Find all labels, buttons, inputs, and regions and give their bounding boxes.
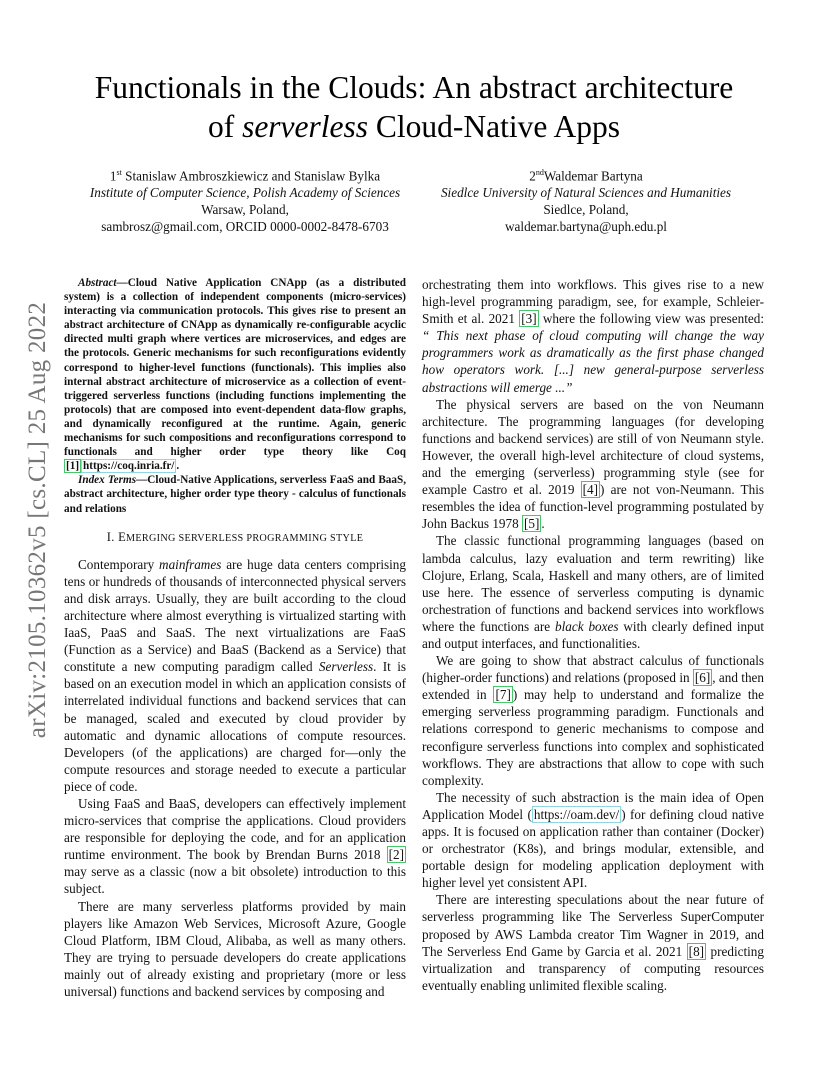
citation-link[interactable]: [8] (688, 943, 705, 959)
paper-title: Functionals in the Clouds: An abstract architecture of serverless Cloud-Native Apps (94, 70, 734, 144)
abstract: Abstract—Cloud Native Application CNApp (as a distributed system) is a collection of independent components (micro-services) interacting via communication protocols. This gives rise to present an abstract architecture of CNApp as dynamically re-configurable acyclic directed multi graph where vertices are microservices, and edges are the protocols. Generic mechanisms for such reconfigurations evidently correspond to higher-level functions (functionals). This implies also internal abstract architecture of microservice as a collection of event-triggered serverless functions (including functions implementing the protocols) that are composed into event-dependent data-flow graphs, and dynamically reconfigured at the runtime. Again, generic mechanisms for such compositions and reconfigurations correspond to functionals and higher order type theory like Coq [1] https://coq.inria.fr/ . (64, 277, 406, 473)
coq-url-link[interactable]: https://coq.inria.fr/ (83, 460, 175, 473)
arxiv-id: arXiv:2105.10362v5 [cs.CL] 25 Aug 2022 (24, 301, 51, 739)
paragraph: The physical servers are based on the von Neumann architecture. The programming languages (for developing functions and backend services) are still of von Neumann style. However, the overall high-level architecture of cloud systems, and the emerging (serverless) programming style (see for example Castro et al. 2019 [4] ) are not von-Neumann. This resembles the idea of function-level programming postulated by John Backus 1978 [5] . (422, 396, 764, 532)
paragraph: The necessity of such abstraction is the main idea of Open Application Model ( https://oam.dev/ ) for defining cloud native apps. It is focused on application rather than container (Docker) or orchestrator (K8s), and brings modular, extensible, and portable design for modeling application deployment with higher level yet consistent API. (422, 789, 764, 891)
paragraph: There are interesting speculations about the near future of serverless programming like The Serverless SuperComputer proposed by AWS Lambda creator Tim Wagner in 2019, and The Serverless End Game by Garcia et al. 2021 [8] predicting virtualization and transparency of computing resources eventually enabling unlimited flexible scaling. (422, 892, 764, 993)
citation-link[interactable]: [7] (495, 687, 511, 703)
quotation: “ This next phase of cloud computing will change the way programmers work as dramatically as the first phase changed how operators work. [...] new general-purpose serverless abstractions will emerge ...” (422, 328, 764, 395)
author-block-2: 2ndWaldemar Bartyna Siedlce University of Natural Sciences and Humanities Siedlce, Poland, waldemar.bartyna@uph.edu.pl (418, 164, 754, 235)
section-heading: I. EMERGING SERVERLESS PROGRAMMING STYLE (106, 529, 364, 544)
contact: sambrosz@gmail.com, ORCID 0000-0002-8478-6703 (101, 219, 389, 235)
affiliation: Siedlce University of Natural Sciences and Humanities (440, 185, 732, 201)
location: Siedlce, Poland, (543, 202, 629, 218)
contact: waldemar.bartyna@uph.edu.pl (505, 219, 667, 235)
arxiv-sidebar-stamp (20, 280, 56, 760)
oam-url-link[interactable]: https://oam.dev/ (533, 806, 620, 822)
citation-link[interactable]: [4] (582, 482, 599, 498)
right-column (422, 276, 764, 994)
affiliation: Institute of Computer Science, Polish Academy of Sciences (89, 185, 401, 201)
paragraph: There are many serverless platforms provided by main players like Amazon Web Services, Microsoft Azure, Google Cloud Platform, IBM Cloud, Alibaba, as well as many others. They are trying to persuade developers do create applications mainly out of already existing and proprietary (more or less universal) functions and backend services by composing and (64, 898, 406, 1000)
citation-link[interactable]: [6] (694, 670, 711, 686)
paragraph: orchestrating them into workflows. This gives rise to a new high-level programming paradigm, see, for example, Schleier-Smith et al. 2021 [3] where the following view was presented: “ This next phase of cloud computing will change the way programmers work as dramatically as the first phase changed how operators work. [...] new general-purpose serverless abstractions will emerge ...” (422, 277, 764, 395)
citation-link[interactable]: [5] (524, 516, 540, 532)
paragraph: Contemporary mainframes are huge data centers comprising tens or hundreds of thousands of interconnected physical servers and disk arrays. Usually, they are built according to the cloud architecture where almost everything is virtualized starting with IaaS, PaaS and SaaS. The next virtualizations are FaaS (Function as a Service) and BaaS (Backend as a Service) that constitute a new computing paradigm called Serverless. It is based on an execution model in which an application consists of interrelated individual functions and backend services that can be managed, scaled and executed by cloud provider by automatic and dynamic allocations of compute resources. Developers (of the applications) are charged for—only the compute resources and storage needed to execute a particular piece of code. (64, 556, 406, 794)
paragraph: We are going to show that abstract calculus of functionals (higher-order functions) and relations (proposed in [6] , and then extended in [7] ) may help to understand and formalize the emerging serverless programming paradigm. Functionals and relations correspond to generic mechanisms to compose and reconfigure serverless functions into complex and sophisticated workflows. They are abstractions that allow to cope with such complexity. (422, 653, 764, 788)
location: Warsaw, Poland, (201, 202, 289, 218)
paragraph: Using FaaS and BaaS, developers can effectively implement micro-services that comprise the applications. Cloud providers are responsible for deploying the code, and for an application runtime environment. The book by Brendan Burns 2018 [2] may serve as a classic (now a bit obsolete) introduction to this subject. (64, 796, 406, 897)
citation-link[interactable]: [2] (388, 847, 404, 863)
left-column (64, 276, 406, 1000)
paragraph: The classic functional programming languages (based on lambda calculus, lazy evaluation and term rewriting) like Clojure, Erlang, Scala, Haskell and many others, are of limited use here. The essence of serverless computing is dynamic orchestration of functions and backend services into workflows where the functions are black boxes with clearly defined input and output interfaces, and functionalities. (422, 533, 764, 651)
citation-link[interactable]: [1] (66, 460, 80, 473)
index-terms: Index Terms—Cloud-Native Applications, serverless FaaS and BaaS, abstract architecture, higher order type theory - calculus of functionals and relations (64, 474, 406, 515)
citation-link[interactable]: [3] (521, 311, 537, 327)
author-block-1: 1st Stanislaw Ambroszkiewicz and Stanislaw Bylka Institute of Computer Science, Polish Academy of Sciences Warsaw, Poland, sambrosz@gmail.com, ORCID 0000-0002-8478-6703 (70, 164, 420, 235)
